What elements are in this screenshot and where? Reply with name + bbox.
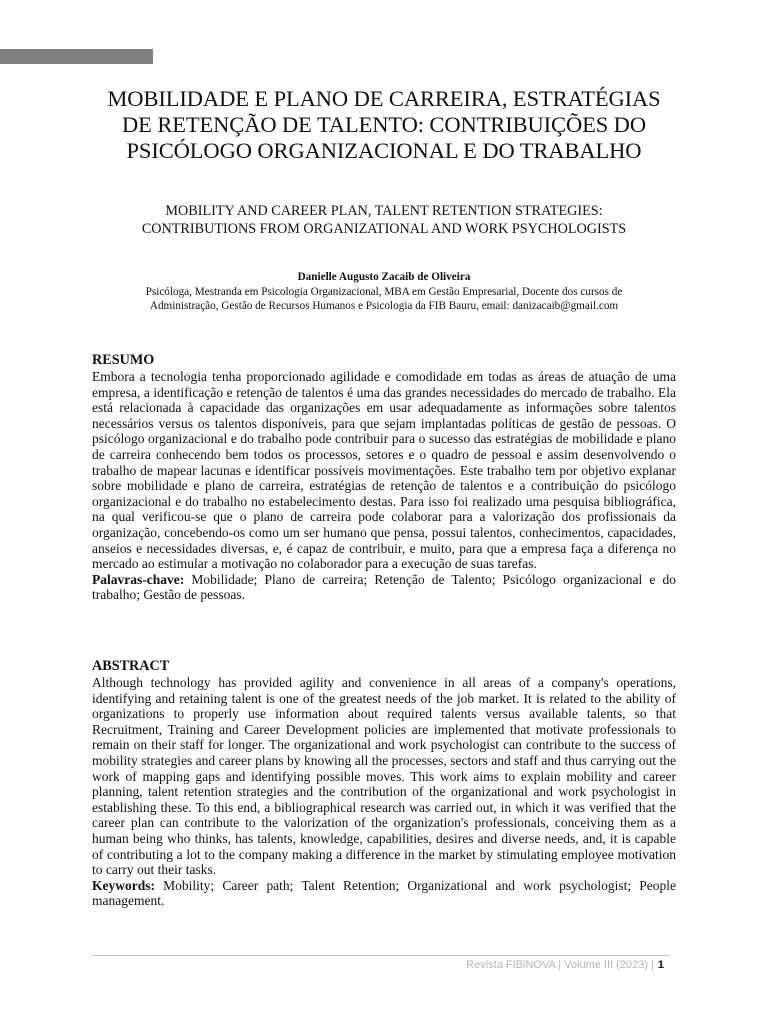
abstract-text: Although technology has provided agility and convenience in all areas of a company's operations, identifying and retaining talent is one of the greatest needs of the job market. It is related to the ability of organizations to properly use information about required talents versus available talents, so that Recruitment, Training and Career Development policies are implemented that motivate professionals to remain on their staff for longer. The organizational and work psychologist can contribute to the success of mobility strategies and career plans by knowing all the processes, sectors and staff and thus carrying out the work of mapping gaps and identifying possible moves. This work aims to explain mobility and career planning, talent retention strategies and the contribution of the organizational and work psychologist in establishing these. To this end, a bibliographical research was carried out, in which it was verified that the career plan can contribute to the valorization of the organization's professionals, conceiving them as a human being who thinks, has talents, knowledge, capabilities, desires and diverse needs, and, it is capable of contributing a lot to the company making a difference in the market by stimulating employee motivation to carry out their tasks.: [92, 675, 676, 878]
keywords-list: Mobility; Career path; Talent Retention; Organizational and work psychologist; People management.: [92, 877, 676, 909]
keywords-label: Keywords:: [92, 877, 155, 893]
author-name: Danielle Augusto Zacaib de Oliveira: [297, 271, 471, 283]
affiliation-line: Psicóloga, Mestranda em Psicologia Organizacional, MBA em Gestão Empresarial, Docente dos cursos de: [145, 286, 623, 298]
author-block: [60, 269, 708, 313]
resumo-heading: RESUMO: [92, 352, 155, 368]
title-en-line: MOBILITY AND CAREER PLAN, TALENT RETENTION STRATEGIES:: [165, 203, 603, 219]
resumo-keywords: [92, 572, 676, 603]
keywords-label: Palavras-chave:: [92, 571, 185, 587]
title-en-line: CONTRIBUTIONS FROM ORGANIZATIONAL AND WORK PSYCHOLOGISTS: [141, 221, 627, 237]
page-footer: [92, 958, 664, 972]
title-pt-line: DE RETENÇÃO DE TALENTO: CONTRIBUIÇÕES DO: [122, 112, 646, 137]
journal-name: Revista FIBiNOVA | Volume III (2023) |: [466, 959, 654, 971]
abstract-keywords: [92, 878, 676, 909]
affiliation-line: Administração, Gestão de Recursos Humanos e Psicologia da FIB Bauru, email: danizacaib@gmail.com: [149, 300, 619, 312]
paper-title-english: [60, 202, 708, 238]
paper-title-portuguese: [60, 86, 708, 164]
resumo-text: Embora a tecnologia tenha proporcionado agilidade e comodidade em todas as áreas de atuação de uma empresa, a identificação e retenção de talentos é uma das grandes necessidades do mercado de trabalho. Ela está relacionada à capacidade das organizações em usar adequadamente as informações sobre talentos necessários versus os talentos disponíveis, para que sejam implantadas políticas de gestão de pessoas. O psicólogo organizacional e do trabalho pode contribuir para o sucesso das estratégias de mobilidade e plano de carreira conhecendo bem todos os processos, setores e o quadro de pessoal e assim desenvolvendo o trabalho de mapear lacunas e identificar possíveis movimentações. Este trabalho tem por objetivo explanar sobre mobilidade e plano de carreira, estratégias de retenção de talentos e a contribuição do psicólogo organizacional e do trabalho no estabelecimento destas. Para isso foi realizado uma pesquisa bibliográfica, na qual verificou-se que o plano de carreira pode colaborar para a valorização dos profissionais da organização, concebendo-os como um ser humano que pensa, possui talentos, conhecimentos, capacidades, anseios e necessidades diversas, e, é capaz de contribuir, e muito, para que a empresa faça a diferença no mercado ao estimular a motivação no colaborador para a execução de suas tarefas.: [92, 369, 676, 572]
header-decoration-bar: [0, 49, 153, 64]
abstract-section: [92, 658, 676, 909]
title-pt-line: MOBILIDADE E PLANO DE CARREIRA, ESTRATÉGIAS: [107, 86, 661, 111]
resumo-section: [92, 352, 676, 603]
footer-divider: [92, 955, 670, 956]
keywords-list: Mobilidade; Plano de carreira; Retenção de Talento; Psicólogo organizacional e do trabalho; Gestão de pessoas.: [92, 571, 677, 603]
title-pt-line: PSICÓLOGO ORGANIZACIONAL E DO TRABALHO: [126, 138, 642, 163]
page-number: 1: [657, 959, 664, 971]
author-affiliation: [60, 285, 708, 313]
abstract-heading: ABSTRACT: [92, 658, 170, 674]
